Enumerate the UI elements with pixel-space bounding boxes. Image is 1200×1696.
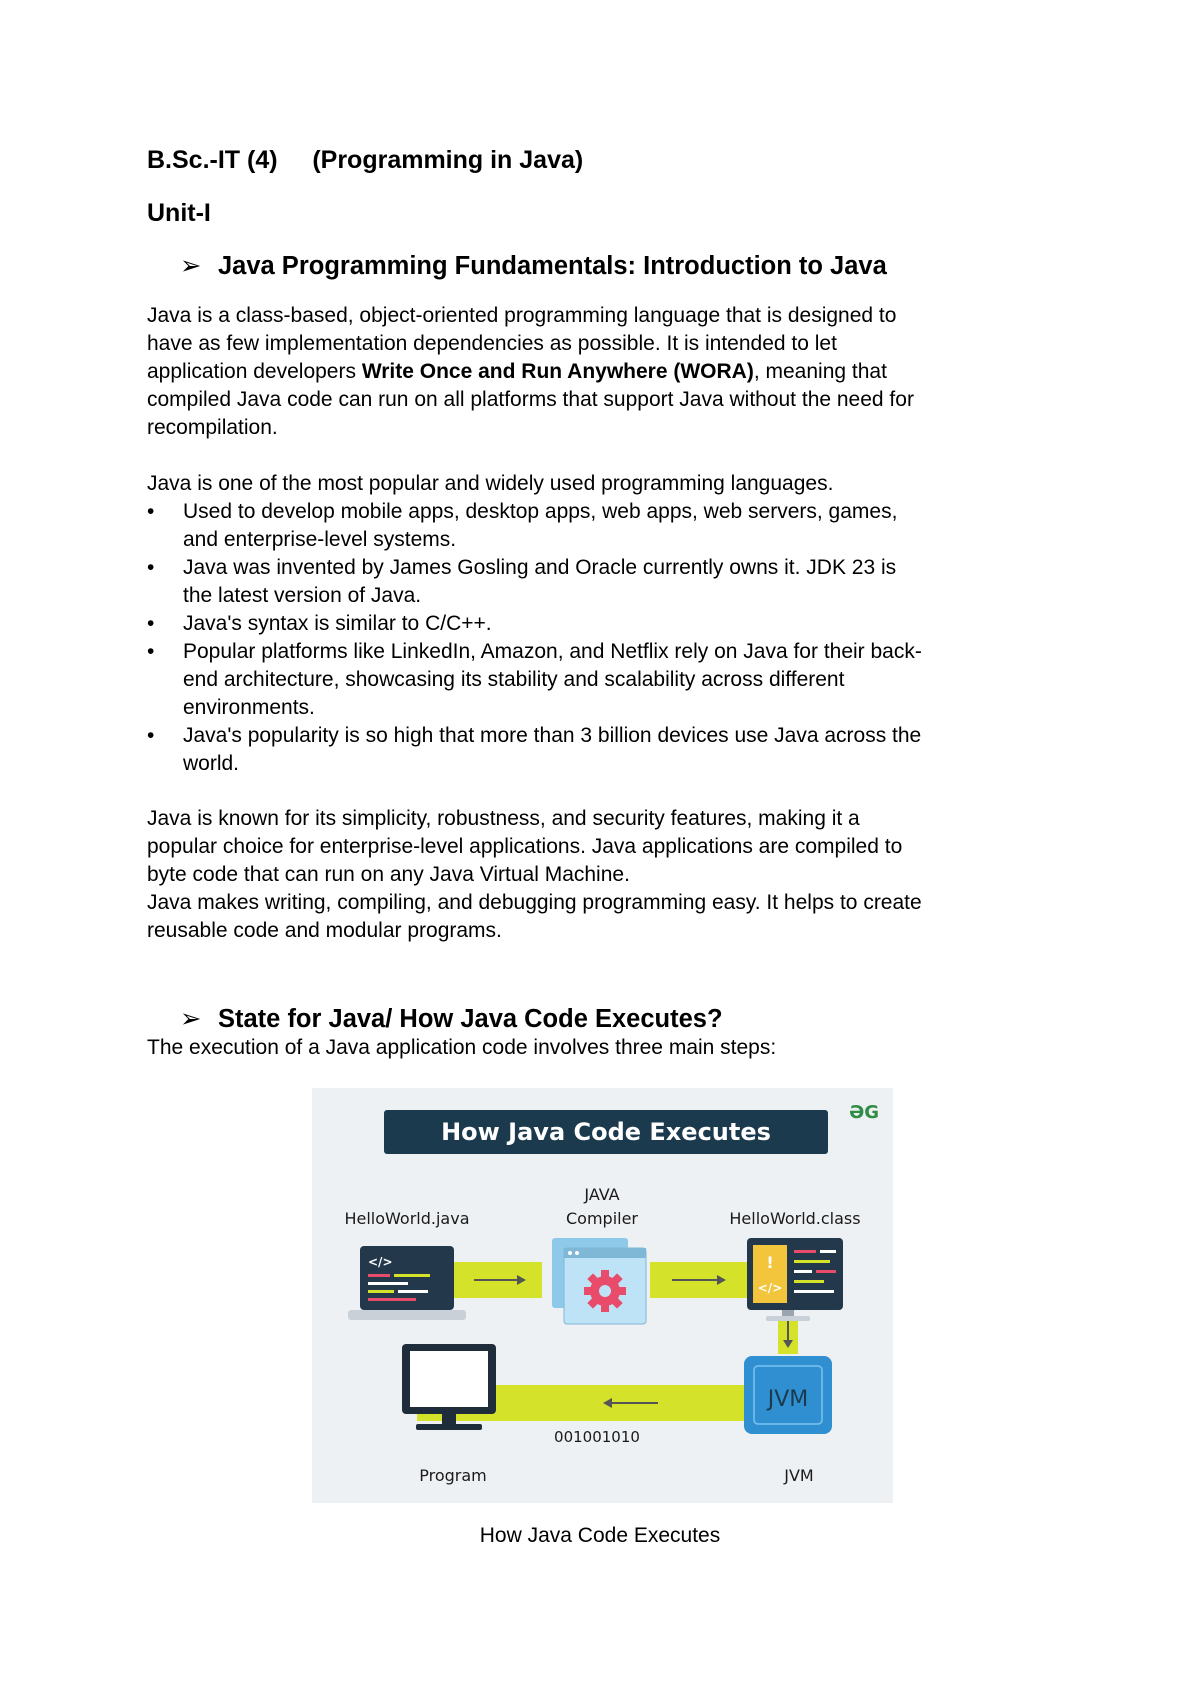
section-heading-intro: [180, 251, 887, 281]
features-paragraph: [147, 805, 1067, 945]
text-line: world.: [183, 752, 240, 775]
java-execution-diagram: [312, 1088, 893, 1503]
bullet-dot-icon: •: [147, 640, 155, 663]
intro-paragraph: [147, 302, 1067, 442]
bytecode-label: 001001010: [554, 1428, 640, 1446]
text-line: The execution of a Java application code involves three main steps:: [147, 1036, 777, 1059]
program-label: Program: [419, 1466, 487, 1485]
gfg-logo: ƏG: [848, 1102, 880, 1123]
compiler-label-line1: JAVA: [584, 1185, 620, 1204]
bullet-text: [183, 498, 897, 554]
text-line: Used to develop mobile apps, desktop apps, web apps, web servers, games,: [183, 500, 898, 523]
bullet-dot-icon: •: [147, 612, 155, 635]
section-heading-execution-text: State for Java/ How Java Code Executes?: [218, 1005, 723, 1033]
bullet-item: [147, 610, 1067, 638]
bullet-item: [147, 498, 1067, 554]
text-line: recompilation.: [147, 416, 278, 439]
execution-intro: [147, 1034, 1067, 1062]
bullet-text: [183, 638, 922, 722]
text-line: Java makes writing, compiling, and debugging programming easy. It helps to create: [147, 891, 922, 914]
text-line: Java was invented by James Gosling and Oracle currently owns it. JDK 23 is: [183, 556, 897, 579]
text-line: [147, 358, 1067, 386]
bullet-text: [183, 610, 492, 638]
jvm-box-icon: [744, 1356, 832, 1434]
diagram-title: How Java Code Executes: [441, 1118, 771, 1146]
compiler-label-line2: Compiler: [565, 1209, 639, 1228]
wora-bold: Write Once and Run Anywhere (WORA): [361, 360, 754, 383]
figure-caption: How Java Code Executes: [479, 1524, 721, 1547]
text-line: have as few implementation dependencies as possible. It is intended to let: [147, 332, 837, 355]
text-line: compiled Java code can run on all platforms that support Java without the need for: [147, 388, 914, 411]
gear-icon: [584, 1270, 626, 1312]
class-file-label: HelloWorld.class: [729, 1209, 861, 1228]
section-heading-intro-text: Java Programming Fundamentals: Introduction to Java: [218, 252, 887, 280]
text-line: Popular platforms like LinkedIn, Amazon, and Netflix rely on Java for their back-: [183, 640, 922, 663]
bullet-text: [183, 722, 921, 778]
course-code: B.Sc.-IT (4): [147, 146, 278, 174]
source-file-label: HelloWorld.java: [344, 1209, 470, 1228]
code-tag-class: </>: [757, 1281, 783, 1295]
text-line: reusable code and modular programs.: [147, 919, 502, 942]
text-line: Java is a class-based, object-oriented programming language that is designed to: [147, 304, 897, 327]
subject-name: (Programming in Java): [312, 146, 584, 174]
bullet-dot-icon: •: [147, 724, 155, 747]
text-line: Java's popularity is so high that more than 3 billion devices use Java across the: [183, 724, 922, 747]
bullet-dot-icon: •: [147, 556, 155, 579]
bullet-item: [147, 554, 1067, 610]
java-execution-diagram-svg: [312, 1088, 893, 1503]
text-line: popular choice for enterprise-level applications. Java applications are compiled to: [147, 835, 903, 858]
popularity-paragraph: [147, 470, 1067, 498]
text-line: Java's syntax is similar to C/C++.: [183, 612, 492, 635]
text-run: , meaning that: [753, 360, 887, 383]
arrow-bullet-icon: ➢: [180, 252, 202, 280]
text-line: Java is known for its simplicity, robustness, and security features, making it a: [147, 807, 860, 830]
text-line: end architecture, showcasing its stability and scalability across different: [183, 668, 845, 691]
jvm-box-text: JVM: [767, 1387, 809, 1412]
bullet-item: [147, 638, 1067, 722]
jvm-label: JVM: [784, 1466, 814, 1485]
text-run: application developers: [147, 360, 362, 383]
doc-title: [147, 146, 583, 175]
arrow-bullet-icon: ➢: [180, 1005, 202, 1033]
bullet-text: [183, 554, 896, 610]
class-file-monitor-icon: [747, 1238, 843, 1321]
text-line: the latest version of Java.: [183, 584, 422, 607]
text-line: and enterprise-level systems.: [183, 528, 457, 551]
compiler-icon: [552, 1238, 646, 1324]
text-line: environments.: [183, 696, 315, 719]
bullet-dot-icon: •: [147, 500, 155, 523]
section-heading-execution: [180, 1004, 723, 1034]
unit-heading: Unit-I: [147, 199, 211, 227]
warning-exclaim-icon: !: [766, 1253, 774, 1272]
text-line: Java is one of the most popular and widely used programming languages.: [147, 472, 834, 495]
text-line: byte code that can run on any Java Virtual Machine.: [147, 863, 630, 886]
laptop-icon: [348, 1246, 466, 1320]
code-tag-laptop: </>: [368, 1255, 393, 1269]
bullet-item: [147, 722, 1067, 778]
